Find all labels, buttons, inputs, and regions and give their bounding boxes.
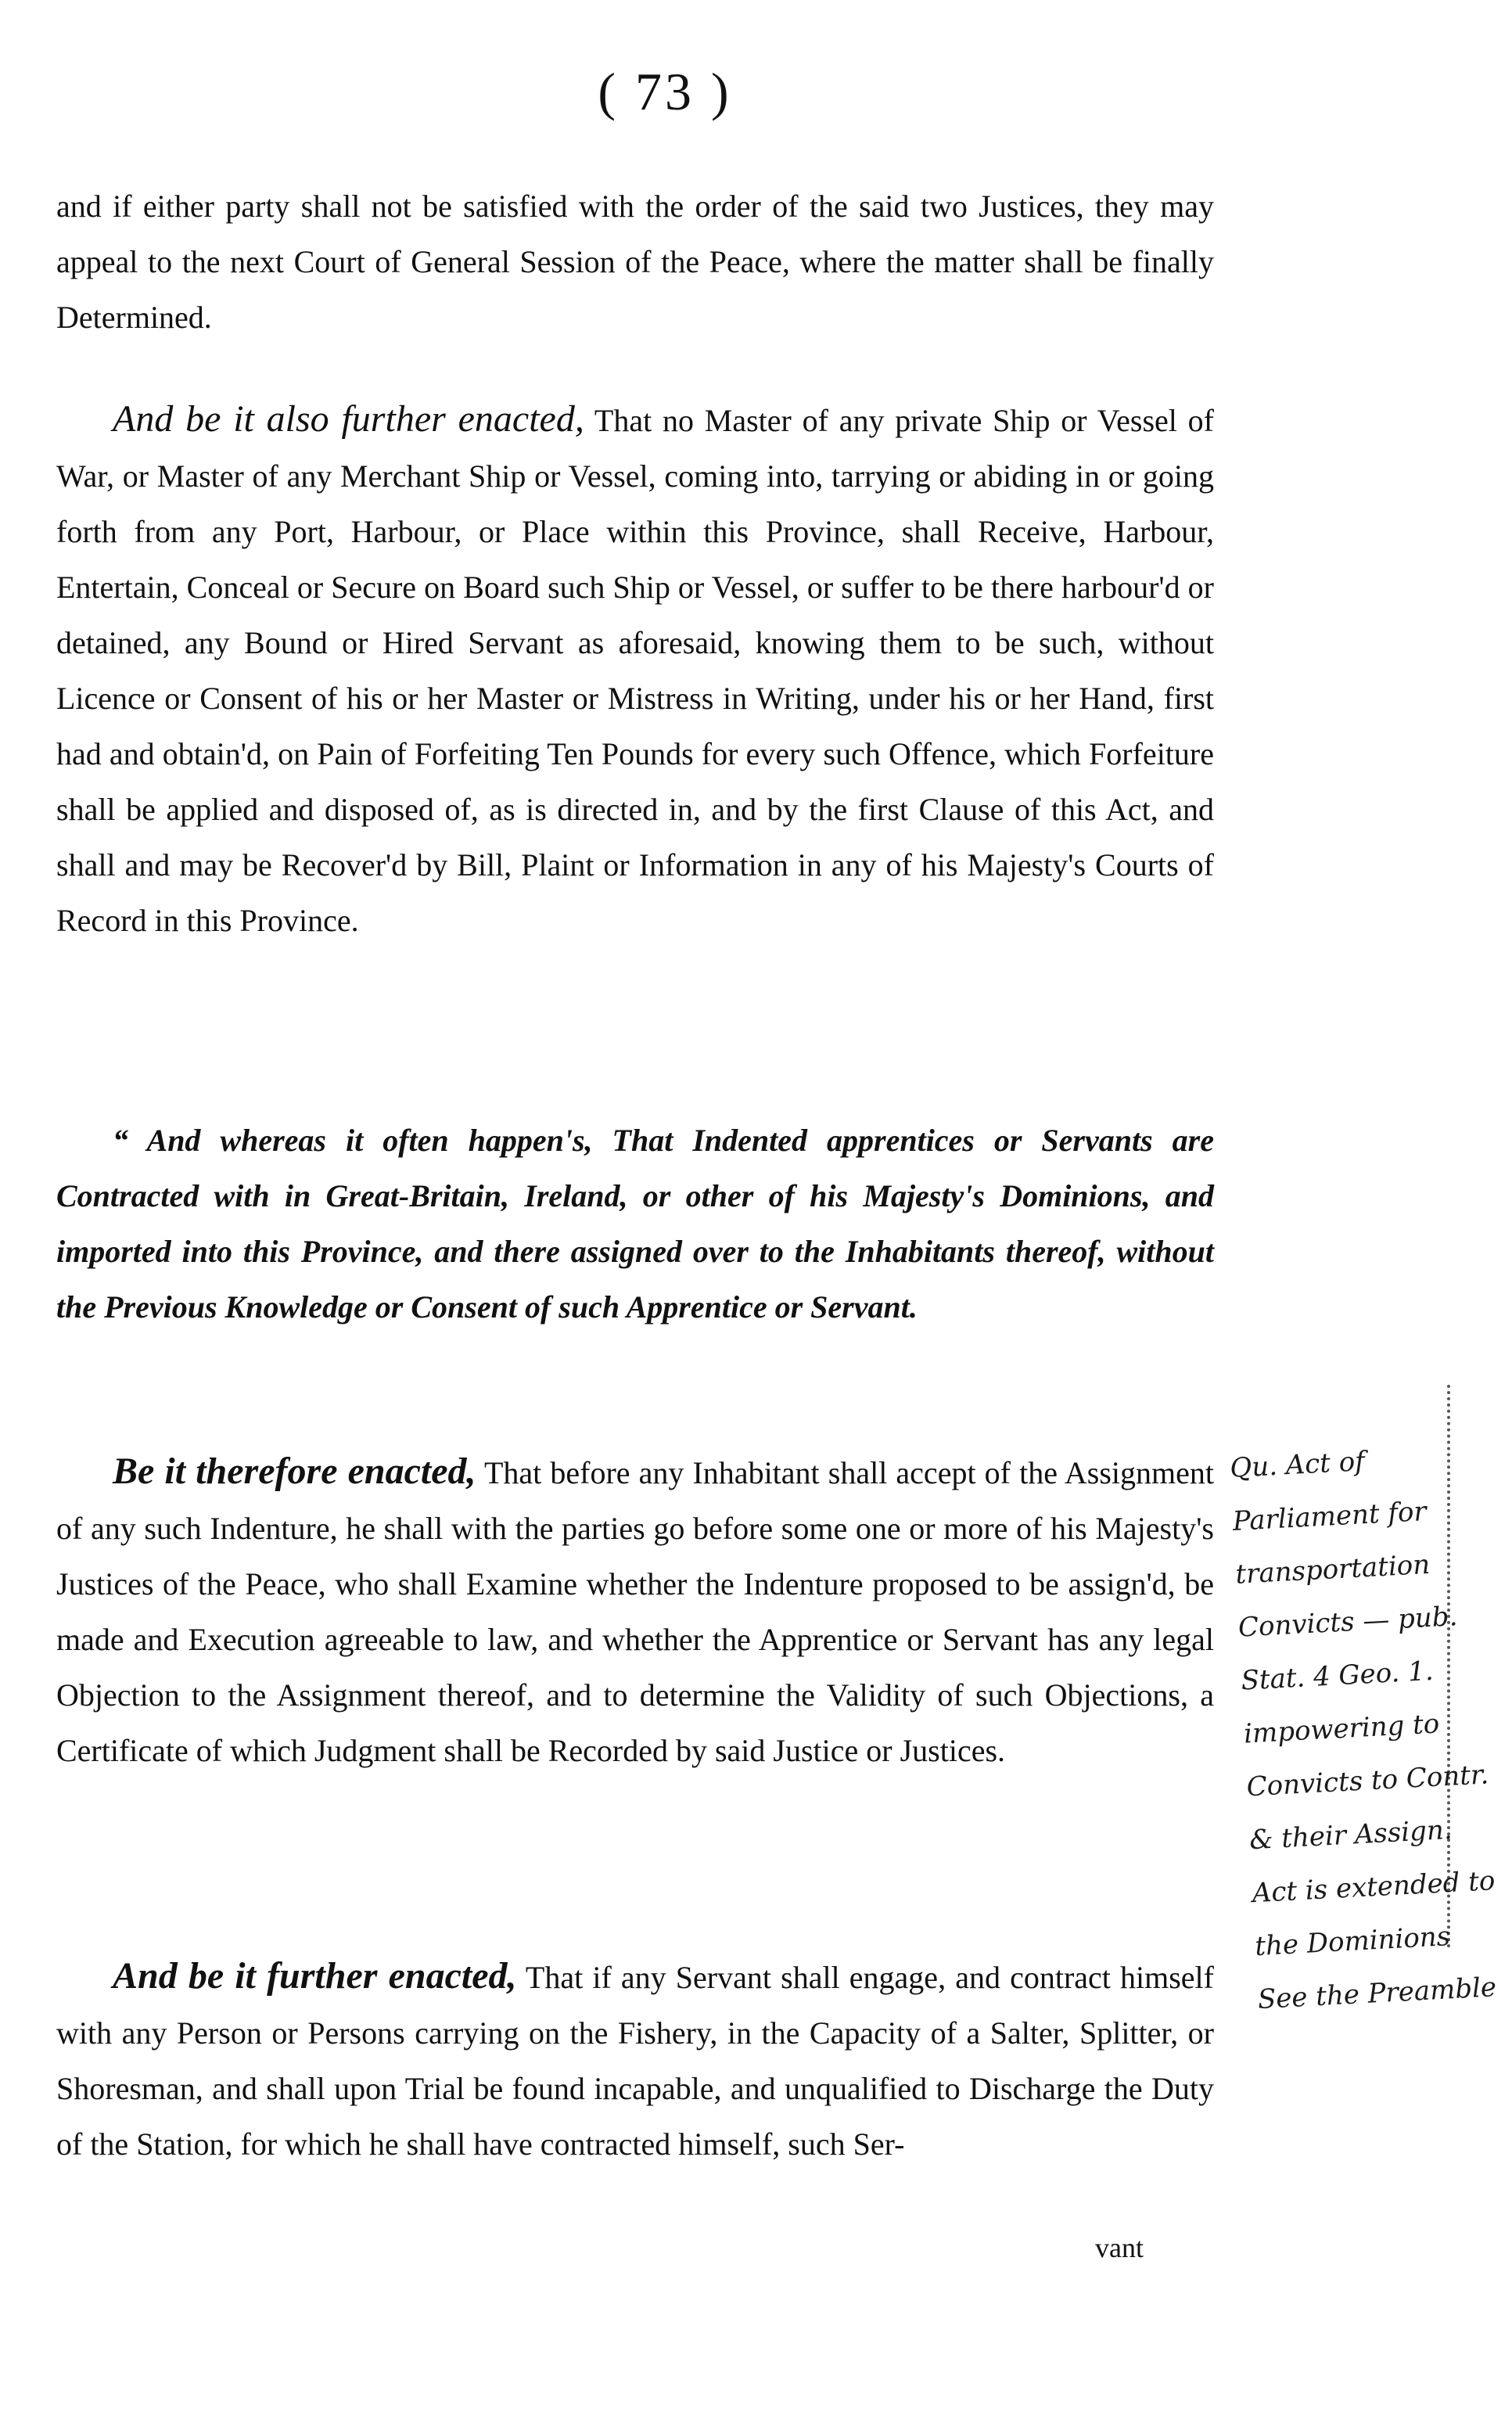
paragraph-master-of-vessel bbox=[56, 391, 1214, 948]
paragraph-fishery-servant bbox=[56, 1948, 1214, 2172]
margin-note-line: & their Assign. bbox=[1248, 1814, 1453, 1857]
catchword: vant bbox=[1095, 2232, 1144, 2263]
margin-note-line: Parliament for bbox=[1231, 1496, 1428, 1537]
margin-note-line: Convicts to Contr. bbox=[1245, 1759, 1490, 1803]
paragraph-body: That if any Servant shall engage, and contract himself with any Person or Persons carrying on the Fishery, in the Capacity of a Salter, Splitter, or Shoresman, and shall upon Trial be found incapable, and unqualified to Discharge the Duty of the Station, for which he shall have contracted himself, such Ser- bbox=[56, 1960, 1214, 2162]
margin-note-line: transportation bbox=[1234, 1548, 1431, 1591]
paragraph-appeal-text: and if either party shall not be satisfied with the order of the said two Justices, they may appeal to the next Court of General Session of the Peace, where the matter shall be finally Determined. bbox=[56, 189, 1214, 335]
paragraph-lead: And be it also further enacted, bbox=[113, 398, 584, 440]
margin-note-line: See the Preamble bbox=[1256, 1972, 1497, 2016]
margin-note-line: the Dominions bbox=[1254, 1921, 1452, 1963]
paragraph-whereas bbox=[56, 1113, 1214, 1335]
margin-note-line: Act is extended to bbox=[1251, 1865, 1496, 1910]
margin-note-line: Convicts — pub. bbox=[1237, 1601, 1459, 1644]
paragraph-body: That before any Inhabitant shall accept of the Assignment of any such Indenture, he shall with the parties go before some one or more of his Majesty's Justices of the Peace, who shall Examine whether the Indenture proposed to be assign'd, be made and Execution agreeable to law, and whether the Apprentice or Servant has any legal Objection to the Assignment thereof, and to determine the Validity of such Objections, a Certificate of which Judgment shall be Recorded by said Justice or Justices. bbox=[56, 1455, 1214, 1768]
margin-note-line: impowering to bbox=[1243, 1708, 1441, 1750]
handwritten-margin-note bbox=[1229, 1430, 1497, 2026]
paragraph-inhabitant-assignment bbox=[56, 1443, 1214, 1778]
page-number: ( 73 ) bbox=[598, 62, 732, 121]
paragraph-whereas-text: “ And whereas it often happen's, That Indented apprentices or Servants are Contracted with in Great-Britain, Ireland, or other of his Majesty's Dominions, and imported into this Province, and there assigned over to the Inhabitants thereof, without the Previous Knowledge or Consent of such Apprentice or Servant. bbox=[56, 1123, 1214, 1325]
margin-note-line: Stat. 4 Geo. 1. bbox=[1240, 1655, 1435, 1697]
paragraph-lead: Be it therefore enacted, bbox=[113, 1450, 476, 1492]
paragraph-lead: And be it further enacted, bbox=[113, 1955, 517, 1997]
paragraph-appeal bbox=[56, 178, 1214, 345]
paragraph-body: That no Master of any private Ship or Vessel of War, or Master of any Merchant Ship or Vessel, coming into, tarrying or abiding in or going forth from any Port, Harbour, or Place within this Province, shall Receive, Harbour, Entertain, Conceal or Secure on Board such Ship or Vessel, or suffer to be there harbour'd or detained, any Bound or Hired Servant as aforesaid, knowing them to be such, without Licence or Consent of his or her Master or Mistress in Writing, under his or her Hand, first had and obtain'd, on Pain of Forfeiting Ten Pounds for every such Offence, which Forfeiture shall be applied and disposed of, as is directed in, and by the first Clause of this Act, and shall and may be Recover'd by Bill, Plaint or Information in any of his Majesty's Courts of Record in this Province. bbox=[56, 403, 1214, 938]
margin-note-line: Qu. Act of bbox=[1229, 1446, 1366, 1485]
